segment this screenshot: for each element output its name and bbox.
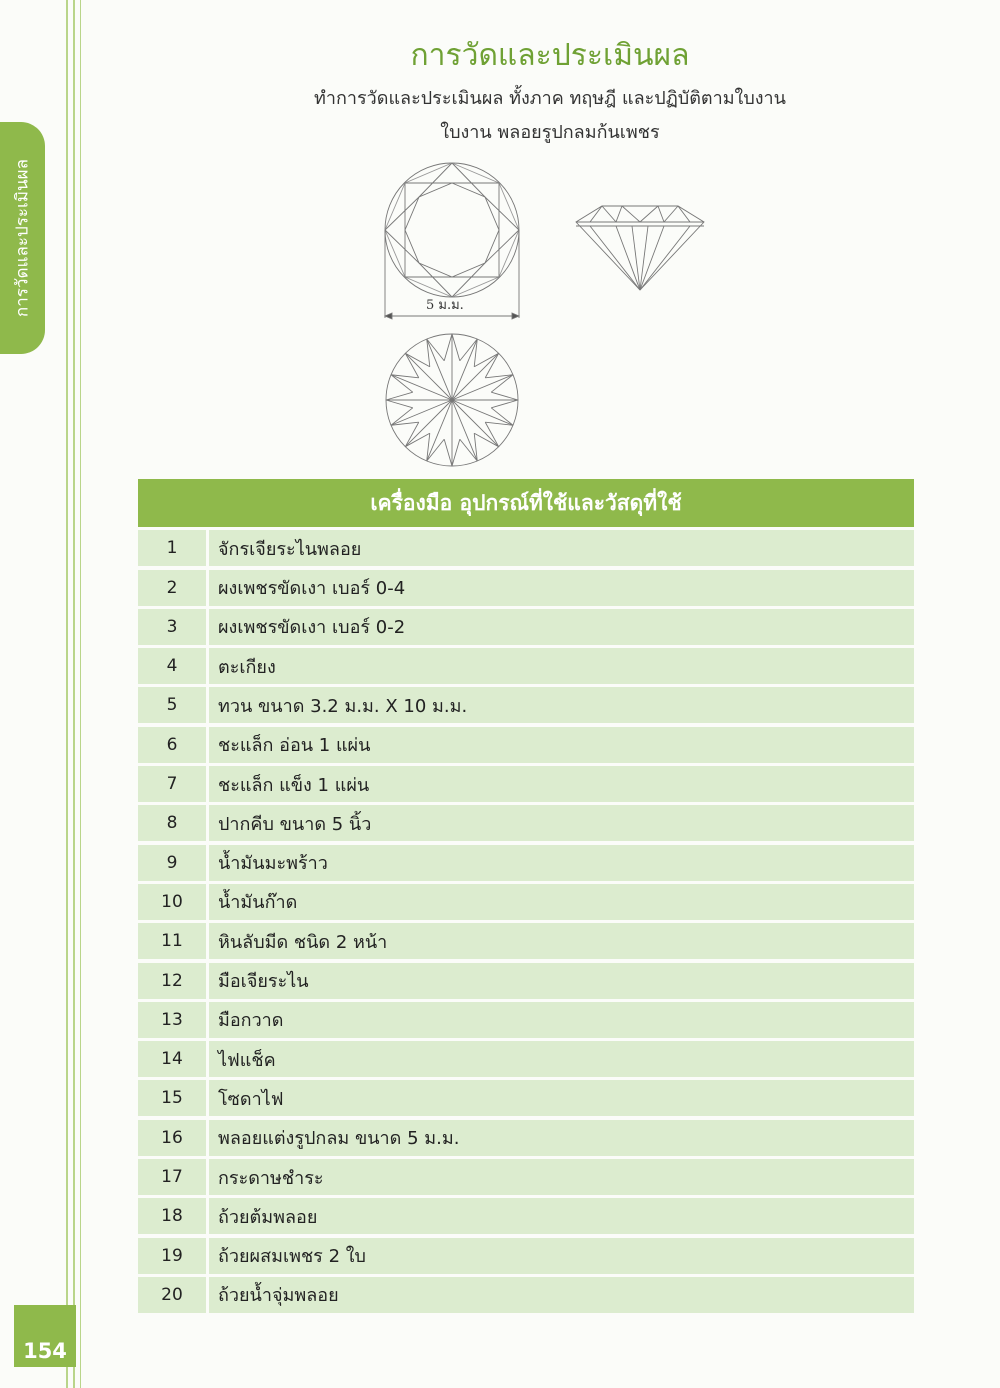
row-number: 7	[138, 766, 206, 802]
dimension-label: 5 ม.ม.	[426, 298, 464, 313]
row-item: ปากคีบ ขนาด 5 นิ้ว	[209, 805, 914, 841]
row-number: 10	[138, 884, 206, 920]
row-item: ชะแล็ก แข็ง 1 แผ่น	[209, 766, 914, 802]
row-item: ตะเกียง	[209, 648, 914, 684]
row-number: 12	[138, 963, 206, 999]
row-number: 20	[138, 1277, 206, 1313]
table-body	[138, 530, 914, 1313]
table-row	[138, 766, 914, 802]
row-item: มือกวาด	[209, 1002, 914, 1038]
table-row	[138, 1277, 914, 1313]
row-number: 13	[138, 1002, 206, 1038]
table-row	[138, 1002, 914, 1038]
row-number: 2	[138, 570, 206, 606]
page-title: การวัดและประเมินผล	[410, 38, 690, 73]
table-row	[138, 1198, 914, 1234]
diamond-side-view-drawing	[572, 204, 708, 294]
row-item: ทวน ขนาด 3.2 ม.ม. X 10 ม.ม.	[209, 687, 914, 723]
row-number: 9	[138, 845, 206, 881]
row-number: 5	[138, 687, 206, 723]
table-row	[138, 1080, 914, 1116]
table-row	[138, 648, 914, 684]
row-item: ถ้วยผสมเพชร 2 ใบ	[209, 1238, 914, 1274]
row-number: 11	[138, 923, 206, 959]
table-row	[138, 845, 914, 881]
row-item: กระดาษชำระ	[209, 1159, 914, 1195]
row-number: 17	[138, 1159, 206, 1195]
margin-line	[73, 0, 75, 1388]
row-item: ไฟแช็ค	[209, 1041, 914, 1077]
row-item: ชะแล็ก อ่อน 1 แผ่น	[209, 727, 914, 763]
table-row	[138, 727, 914, 763]
table-row	[138, 1159, 914, 1195]
page-number: 154	[23, 1339, 67, 1363]
row-number: 14	[138, 1041, 206, 1077]
row-number: 15	[138, 1080, 206, 1116]
page-subtitle-line1: ทำการวัดและประเมินผล ทั้งภาค ทฤษฎี และปฏิบัติตามใบงาน	[314, 88, 786, 109]
row-item: น้ำมันก๊าด	[209, 884, 914, 920]
table-row	[138, 1041, 914, 1077]
row-number: 8	[138, 805, 206, 841]
row-number: 3	[138, 609, 206, 645]
row-number: 4	[138, 648, 206, 684]
table-row	[138, 687, 914, 723]
table-row	[138, 570, 914, 606]
row-number: 16	[138, 1120, 206, 1156]
page-number-box	[14, 1305, 76, 1367]
row-item: มือเจียระไน	[209, 963, 914, 999]
table-header: เครื่องมือ อุปกรณ์ที่ใช้และวัสดุที่ใช้	[138, 479, 914, 527]
row-number: 6	[138, 727, 206, 763]
table-row	[138, 1120, 914, 1156]
row-item: พลอยแต่งรูปกลม ขนาด 5 ม.ม.	[209, 1120, 914, 1156]
table-row	[138, 609, 914, 645]
table-row	[138, 884, 914, 920]
section-side-tab-label: การวัดและประเมินผล	[12, 158, 33, 318]
row-item: ผงเพชรขัดเงา เบอร์ 0-4	[209, 570, 914, 606]
table-row	[138, 1238, 914, 1274]
table-row	[138, 530, 914, 566]
row-item: โซดาไฟ	[209, 1080, 914, 1116]
row-item: น้ำมันมะพร้าว	[209, 845, 914, 881]
margin-line	[66, 0, 68, 1388]
table-row	[138, 963, 914, 999]
page-subtitle-line2: ใบงาน พลอยรูปกลมก้นเพชร	[440, 122, 660, 143]
row-item: หินลับมีด ชนิด 2 หน้า	[209, 923, 914, 959]
table-row	[138, 923, 914, 959]
row-number: 19	[138, 1238, 206, 1274]
row-number: 18	[138, 1198, 206, 1234]
row-item: ผงเพชรขัดเงา เบอร์ 0-2	[209, 609, 914, 645]
table-row	[138, 805, 914, 841]
margin-line	[80, 0, 81, 1388]
row-item: ถ้วยต้มพลอย	[209, 1198, 914, 1234]
row-number: 1	[138, 530, 206, 566]
row-item: ถ้วยน้ำจุ่มพลอย	[209, 1277, 914, 1313]
row-item: จักรเจียระไนพลอย	[209, 530, 914, 566]
equipment-table	[138, 479, 914, 1313]
diamond-bottom-view-drawing	[382, 330, 522, 470]
